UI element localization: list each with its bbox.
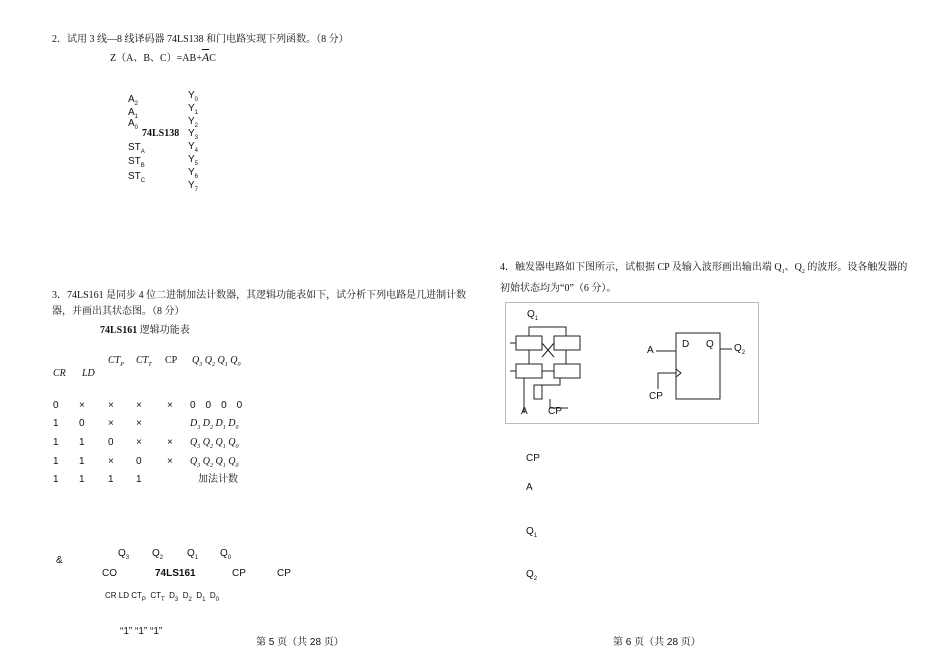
decoder-output-y2: $Y_2$ <box>188 116 199 129</box>
cp-label-1: CP <box>232 568 246 579</box>
table-cell: × <box>136 418 142 429</box>
decoder-output-y1: $Y_1$ <box>188 103 199 116</box>
decoder-input-1: $A_1$ <box>128 107 139 120</box>
co-label: CO <box>102 568 117 579</box>
wave-label-cp: CP <box>526 453 540 464</box>
decoder-output-y0: $Y_0$ <box>188 90 199 103</box>
function-left: Z（A、B、C）=AB+ <box>110 53 202 64</box>
wave-label-a: A <box>526 482 533 493</box>
header-cr: CR <box>53 368 66 379</box>
table-output-cell: 0 0 0 0 <box>190 400 243 411</box>
table-cell: 0 <box>79 418 85 429</box>
counter-q0-label: $Q_0$ <box>220 548 232 561</box>
fig-q1-label: $Q_1$ <box>527 309 539 322</box>
table-cell: × <box>79 400 85 411</box>
table-cell: × <box>108 418 114 429</box>
decoder-input-3: $ST_A$ <box>128 142 145 155</box>
header-ctt: $CT_T$ <box>136 355 152 368</box>
decoder-output-y6: $Y_6$ <box>188 167 199 180</box>
table-cell: 0 <box>136 456 142 467</box>
question-4-line2: 初始状态均为“0”（6 分）。 <box>500 283 617 294</box>
header-ld: LD <box>82 368 95 379</box>
function-table-title <box>100 325 190 337</box>
cp-label-2: CP <box>277 568 291 579</box>
fig-d-label: D <box>682 339 690 350</box>
fig-a-label: A <box>521 406 528 417</box>
function-a-bar: $\overline{A}$ <box>201 50 210 64</box>
decoder-input-4: $ST_B$ <box>128 156 145 169</box>
table-output-cell: $Q_3$ $Q_2$ $Q_1$ $Q_0$ <box>190 456 239 469</box>
question-3-line2: 器，并画出其状态图。（8 分） <box>52 306 185 317</box>
table-cell: 1 <box>79 437 85 448</box>
fig-a2-label: A <box>647 345 654 356</box>
and-gate-symbol: & <box>56 555 63 566</box>
wave-label-q2: $Q_2$ <box>526 569 538 582</box>
header-q-outputs: $Q_3$ $Q_2$ $Q_1$ $Q_0$ <box>192 355 241 368</box>
table-cell: 1 <box>53 456 59 467</box>
table-cell: × <box>167 400 173 411</box>
fig-cp-label: CP <box>548 406 562 417</box>
table-cell: 1 <box>79 456 85 467</box>
table-cell: 0 <box>108 437 114 448</box>
table-cell: 1 <box>53 474 59 485</box>
function-expression <box>110 51 216 65</box>
counter-q2-label: $Q_2$ <box>152 548 164 561</box>
table-cell: × <box>167 456 173 467</box>
table-title-chip: 74LS161 <box>100 325 138 336</box>
table-cell: × <box>167 437 173 448</box>
decoder-input-0: $A_2$ <box>128 94 139 107</box>
decoder-output-y3: $Y_3$ <box>188 128 199 141</box>
header-cp: CP <box>165 355 178 366</box>
decoder-output-y7: $Y_7$ <box>188 180 199 193</box>
decoder-input-5: $ST_C$ <box>128 171 146 184</box>
header-ctp: $CT_P$ <box>108 355 124 368</box>
table-cell: 1 <box>108 474 114 485</box>
counter-q3-label: $Q_3$ <box>118 548 130 561</box>
page-footer-right: 第 6 页（共 28 页） <box>613 637 701 648</box>
fig-cp2-label: CP <box>649 391 663 402</box>
flipflop-figure <box>505 302 759 424</box>
table-cell: × <box>108 456 114 467</box>
table-output-cell: $Q_3$ $Q_2$ $Q_1$ $Q_0$ <box>190 437 239 450</box>
table-output-cell: $D_3$ $D_2$ $D_1$ $D_0$ <box>190 418 239 431</box>
table-output-cell: 加法计数 <box>198 474 238 485</box>
decoder-output-y5: $Y_5$ <box>188 154 199 167</box>
table-cell: 1 <box>79 474 85 485</box>
counter-chip-label: 74LS161 <box>155 568 196 579</box>
table-cell: × <box>136 400 142 411</box>
table-cell: × <box>136 437 142 448</box>
question-2-text: 2．试用 3 线—8 线译码器 74LS138 和门电路实现下列函数。（8 分） <box>52 34 349 45</box>
decoder-input-2: $A_0$ <box>128 118 139 131</box>
page-footer-left: 第 5 页（共 28 页） <box>256 637 344 648</box>
wave-label-q1: $Q_1$ <box>526 526 538 539</box>
fig-q2-label: $Q_2$ <box>734 343 746 356</box>
decoder-output-y4: $Y_4$ <box>188 141 199 154</box>
function-c: C <box>209 53 216 64</box>
counter-pin-labels: CR LD $CT_P$ $CT_T$ $D_3$ $D_2$ $D_1$ $D_0$ <box>105 591 219 603</box>
table-cell: 0 <box>53 400 59 411</box>
flipflop-circuit-diagram <box>506 303 758 423</box>
table-cell: 1 <box>53 437 59 448</box>
table-cell: 1 <box>53 418 59 429</box>
table-cell: × <box>108 400 114 411</box>
table-title-rest: 逻辑功能表 <box>137 325 190 336</box>
counter-q1-label: $Q_1$ <box>187 548 199 561</box>
question-3-line1: 3．74LS161 是同步 4 位二进制加法计数器，其逻辑功能表如下，试分析下列电路是几进制计数 <box>52 290 467 301</box>
fig-q-label: Q <box>706 339 714 350</box>
decoder-chip-label: 74LS138 <box>142 128 180 139</box>
question-4-line1: 4．触发器电路如下图所示，试根据 CP 及输入波形画出输出端 $Q_1$、$Q_2$ 的波形。设各触发器的 <box>500 262 908 275</box>
logic-one-inputs: “1” “1” “1” <box>120 626 163 637</box>
table-cell: 1 <box>136 474 142 485</box>
